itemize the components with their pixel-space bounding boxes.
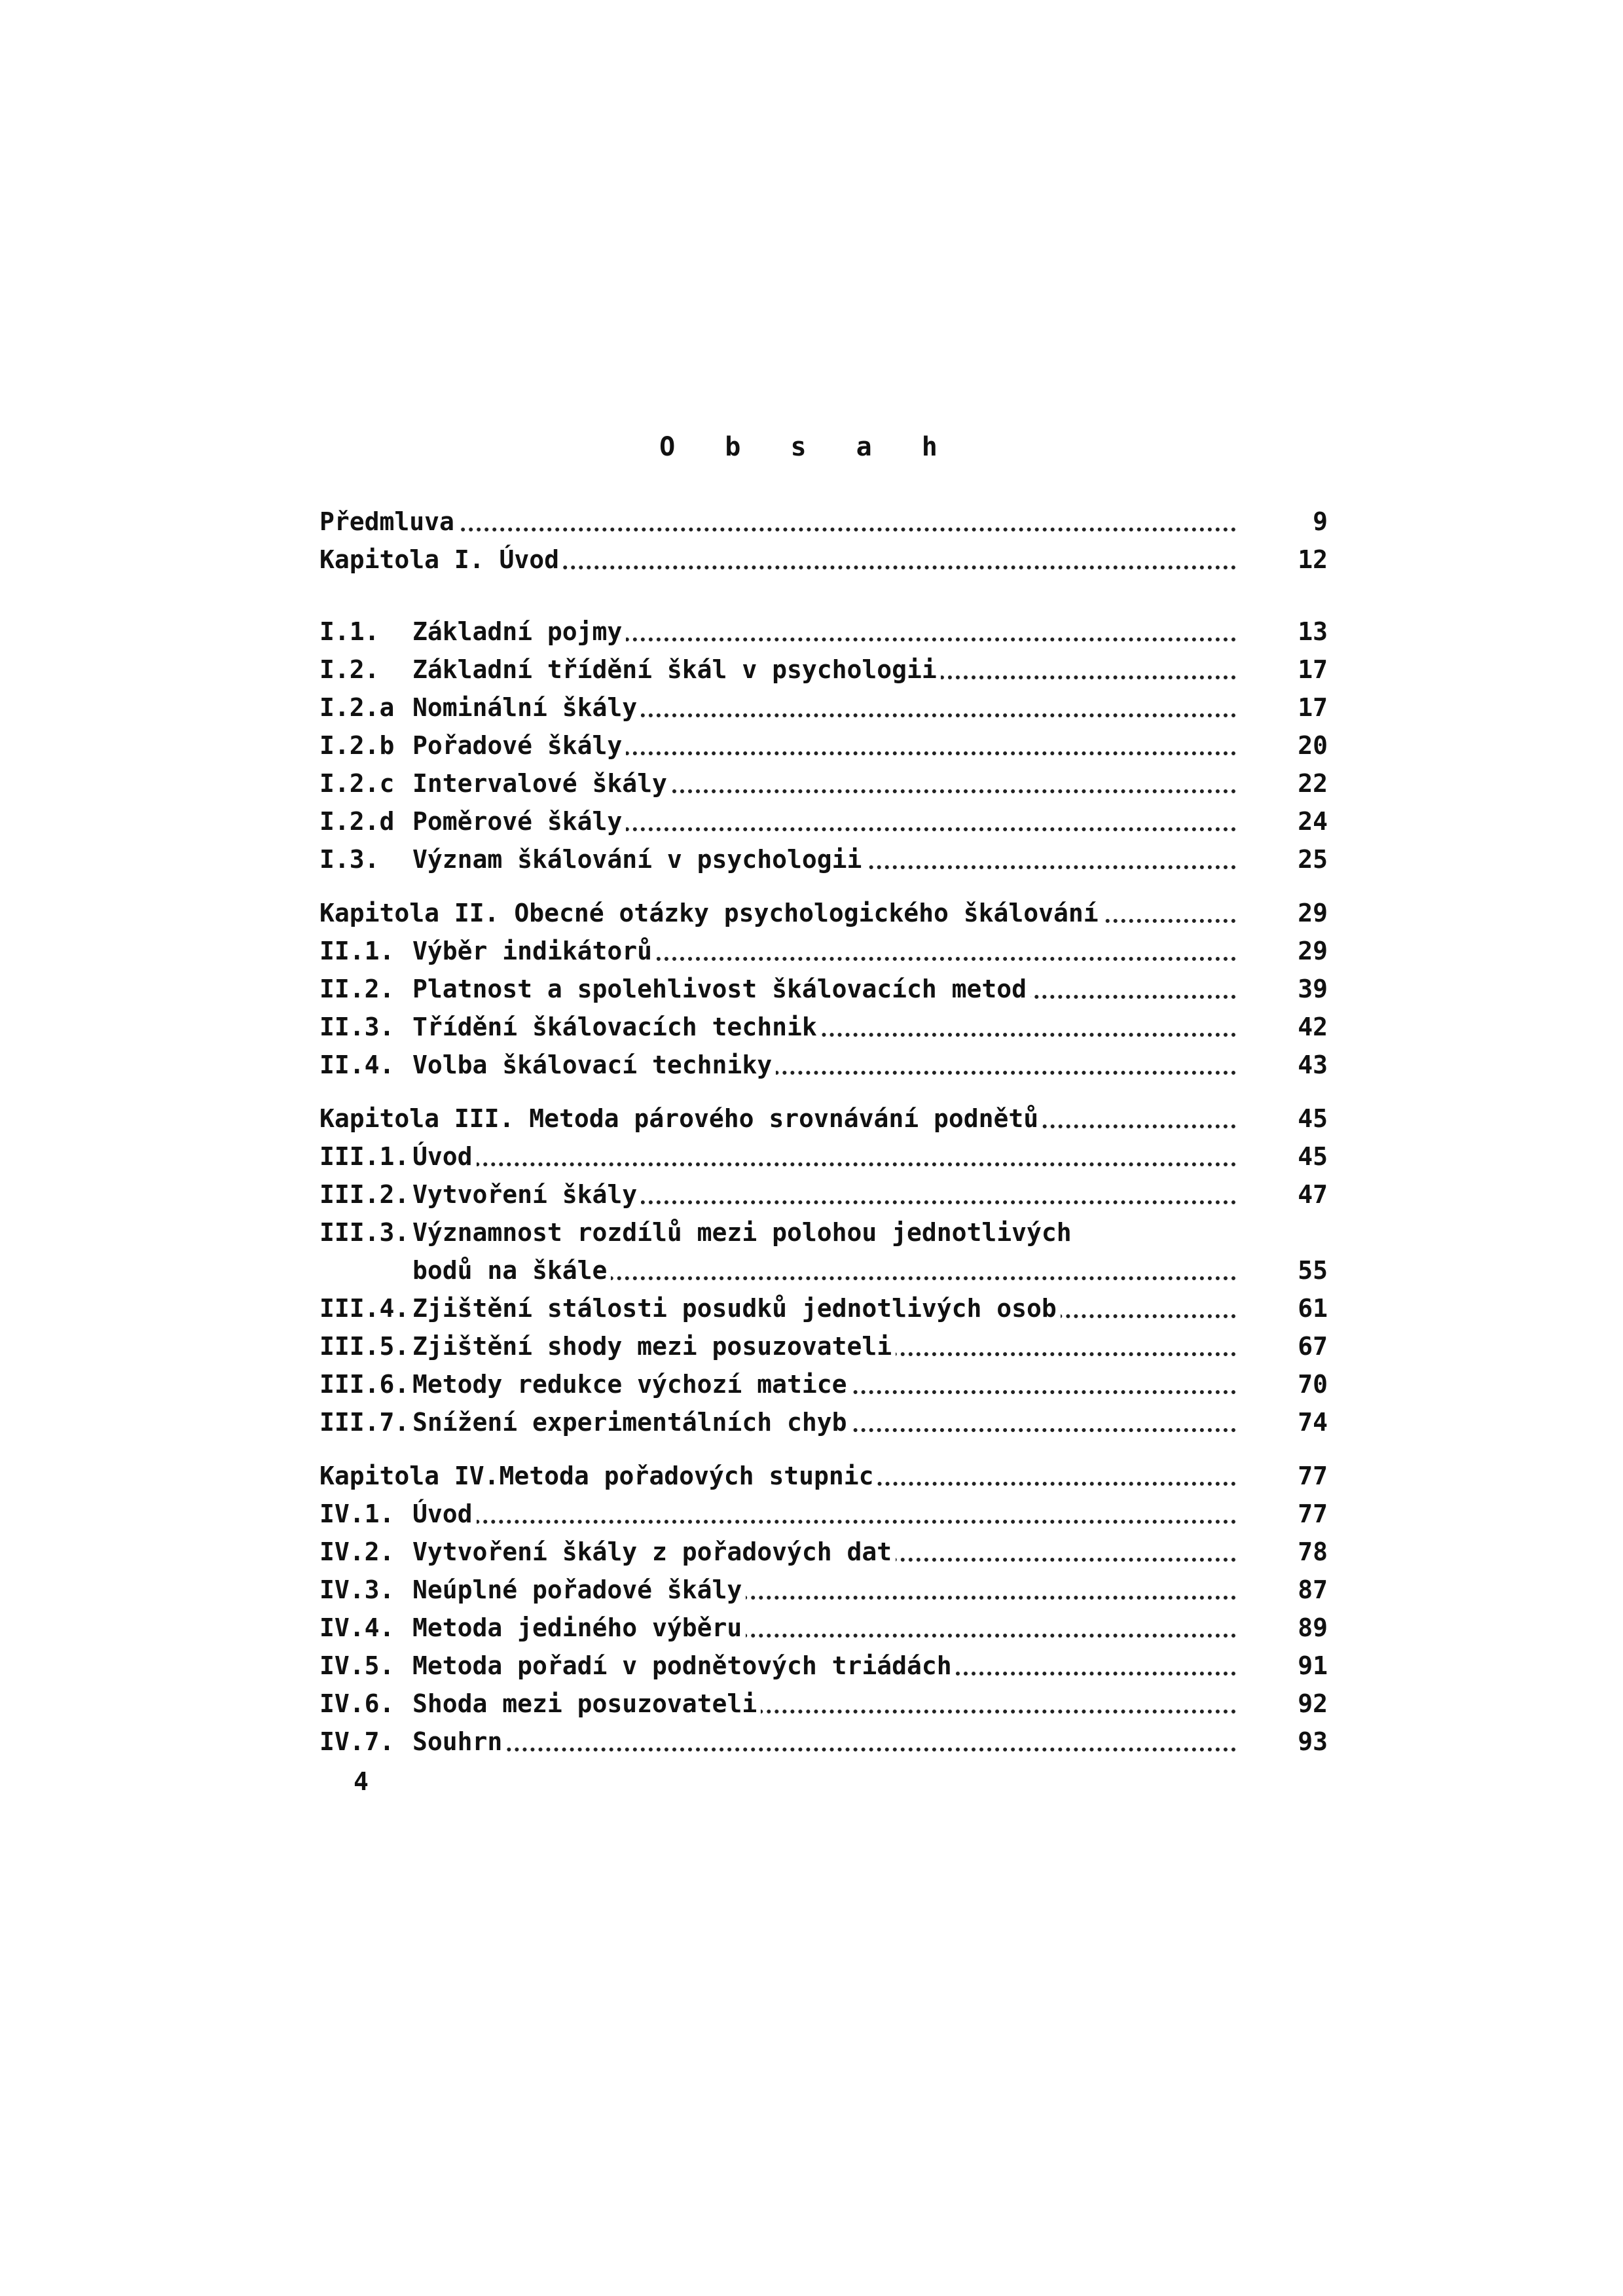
toc-entry-label: Základní pojmy <box>412 617 626 646</box>
toc-entry-page: 78 <box>1298 1537 1328 1566</box>
toc-entry-page: 9 <box>1313 507 1328 536</box>
toc-entry <box>319 932 1328 970</box>
toc-entry-foreword <box>319 503 1328 541</box>
toc-entry-number: III.6. <box>319 1370 410 1399</box>
toc-entry-label: Platnost a spolehlivost škálovacích metod <box>412 975 1030 1003</box>
toc-entry-page: 67 <box>1298 1332 1328 1361</box>
toc-entry-number: I.3. <box>319 845 380 874</box>
toc-entry-number: I.2.c <box>319 769 395 798</box>
toc-entry-page: 17 <box>1298 655 1328 684</box>
toc-entry-label: Shoda mezi posuzovateli <box>412 1689 761 1718</box>
toc-entry <box>319 970 1328 1008</box>
toc-entry-label: Kapitola III. Metoda párového srovnávání podnětů <box>319 1104 1042 1133</box>
toc-entry <box>319 1138 1328 1175</box>
table-of-contents <box>319 503 1328 1761</box>
toc-entry-number: I.2. <box>319 655 380 684</box>
toc-entry-number: IV.2. <box>319 1537 395 1566</box>
page-number: 4 <box>354 1767 369 1796</box>
toc-entry-page: 42 <box>1298 1013 1328 1041</box>
toc-entry-page: 92 <box>1298 1689 1328 1718</box>
toc-entry-number: III.7. <box>319 1408 410 1437</box>
toc-entry-page: 25 <box>1298 845 1328 874</box>
toc-entry-number: I.1. <box>319 617 380 646</box>
toc-entry-page: 39 <box>1298 975 1328 1003</box>
toc-entry-page: 61 <box>1298 1294 1328 1323</box>
toc-entry-label: Kapitola I. Úvod <box>319 545 563 574</box>
toc-entry-number: IV.3. <box>319 1575 395 1604</box>
toc-entry-page: 89 <box>1298 1613 1328 1642</box>
toc-entry-number: IV.6. <box>319 1689 395 1718</box>
toc-entry-number: IV.7. <box>319 1727 395 1756</box>
toc-entry-label: Intervalové škály <box>412 769 671 798</box>
toc-entry-number: III.2. <box>319 1180 410 1209</box>
toc-entry <box>319 1213 1328 1251</box>
toc-entry-page: 20 <box>1298 731 1328 760</box>
toc-entry <box>319 1571 1328 1609</box>
toc-entry <box>319 1008 1328 1046</box>
toc-entry-number: III.4. <box>319 1294 410 1323</box>
toc-entry-page: 22 <box>1298 769 1328 798</box>
toc-entry-label: Neúplné pořadové škály <box>412 1575 746 1604</box>
toc-entry <box>319 802 1328 840</box>
toc-entry-page: 74 <box>1298 1408 1328 1437</box>
toc-entry <box>319 840 1328 878</box>
toc-entry-number: III.5. <box>319 1332 410 1361</box>
toc-entry-page: 55 <box>1298 1256 1328 1285</box>
toc-entry-page: 45 <box>1298 1142 1328 1171</box>
toc-entry <box>319 1685 1328 1723</box>
toc-entry <box>319 1327 1328 1365</box>
toc-entry <box>319 1723 1328 1761</box>
toc-entry-label: Snížení experimentálních chyb <box>412 1408 850 1437</box>
toc-entry-label: Poměrové škály <box>412 807 626 836</box>
toc-entry <box>319 1046 1328 1084</box>
toc-entry-number: I.2.a <box>319 693 395 722</box>
toc-entry-number: I.2.b <box>319 731 395 760</box>
toc-entry-label: Pořadové škály <box>412 731 626 760</box>
toc-entry-label: Základní třídění škál v psychologii <box>412 655 941 684</box>
toc-entry-number: III.3. <box>319 1218 410 1247</box>
toc-entry-number: II.4. <box>319 1050 395 1079</box>
toc-entry-label: Úvod <box>412 1142 477 1171</box>
toc-chapter-3 <box>319 1100 1328 1138</box>
toc-entry <box>319 726 1328 764</box>
toc-entry-page: 43 <box>1298 1050 1328 1079</box>
toc-entry-label: Souhrn <box>412 1727 506 1756</box>
toc-entry <box>319 689 1328 726</box>
page-title: O b s a h <box>659 432 955 462</box>
toc-entry-label: Vytvoření škály z pořadových dat <box>412 1537 896 1566</box>
toc-entry-page: 12 <box>1298 545 1328 574</box>
toc-entry-page: 47 <box>1298 1180 1328 1209</box>
toc-entry-page: 45 <box>1298 1104 1328 1133</box>
toc-entry-number: IV.1. <box>319 1499 395 1528</box>
toc-entry-number: II.1. <box>319 937 395 965</box>
toc-entry-page: 13 <box>1298 617 1328 646</box>
toc-entry-label: Nominální škály <box>412 693 641 722</box>
toc-chapter-1 <box>319 541 1328 579</box>
toc-entry-label: Význam škálování v psychologii <box>412 845 866 874</box>
toc-entry-label: Úvod <box>412 1499 477 1528</box>
toc-entry-continuation <box>319 1251 1328 1289</box>
toc-entry-label: Metody redukce výchozí matice <box>412 1370 850 1399</box>
toc-chapter-2 <box>319 894 1328 932</box>
toc-entry-page: 87 <box>1298 1575 1328 1604</box>
toc-entry-label: Metoda pořadí v podnětových triádách <box>412 1651 956 1680</box>
toc-entry-page: 29 <box>1298 937 1328 965</box>
toc-entry-page: 77 <box>1298 1499 1328 1528</box>
toc-entry <box>319 613 1328 651</box>
toc-entry-number: I.2.d <box>319 807 395 836</box>
toc-entry-label: Významnost rozdílů mezi polohou jednotlivých <box>412 1218 1076 1247</box>
toc-entry-page: 77 <box>1298 1462 1328 1490</box>
toc-entry-label: Kapitola IV.Metoda pořadových stupnic <box>319 1462 877 1490</box>
toc-entry <box>319 651 1328 689</box>
toc-entry-label: Volba škálovací techniky <box>412 1050 776 1079</box>
toc-entry-label: Výběr indikátorů <box>412 937 656 965</box>
toc-entry <box>319 1175 1328 1213</box>
toc-entry-number: III.1. <box>319 1142 410 1171</box>
toc-entry-page: 17 <box>1298 693 1328 722</box>
toc-entry-label: Metoda jediného výběru <box>412 1613 746 1642</box>
toc-entry-label: Zjištění stálosti posudků jednotlivých osob <box>412 1294 1061 1323</box>
toc-entry <box>319 1609 1328 1647</box>
toc-entry-page: 91 <box>1298 1651 1328 1680</box>
toc-entry <box>319 1533 1328 1571</box>
toc-entry-number: IV.5. <box>319 1651 395 1680</box>
toc-entry-label: Předmluva <box>319 507 458 536</box>
toc-entry <box>319 1289 1328 1327</box>
toc-entry <box>319 1495 1328 1533</box>
toc-entry-page: 24 <box>1298 807 1328 836</box>
toc-entry <box>319 1365 1328 1403</box>
toc-entry <box>319 764 1328 802</box>
toc-entry-number: II.3. <box>319 1013 395 1041</box>
toc-entry <box>319 1403 1328 1441</box>
toc-entry-page: 93 <box>1298 1727 1328 1756</box>
toc-entry-label: Zjištění shody mezi posuzovateli <box>412 1332 896 1361</box>
toc-entry-number: II.2. <box>319 975 395 1003</box>
toc-entry-label: Kapitola II. Obecné otázky psychologického škálování <box>319 899 1103 927</box>
toc-entry-number: IV.4. <box>319 1613 395 1642</box>
toc-entry-label: Třídění škálovacích technik <box>412 1013 821 1041</box>
toc-entry <box>319 1647 1328 1685</box>
toc-entry-page: 29 <box>1298 899 1328 927</box>
toc-chapter-4 <box>319 1457 1328 1495</box>
toc-entry-label: Vytvoření škály <box>412 1180 641 1209</box>
toc-entry-label: bodů na škále <box>412 1256 611 1285</box>
toc-entry-page: 70 <box>1298 1370 1328 1399</box>
